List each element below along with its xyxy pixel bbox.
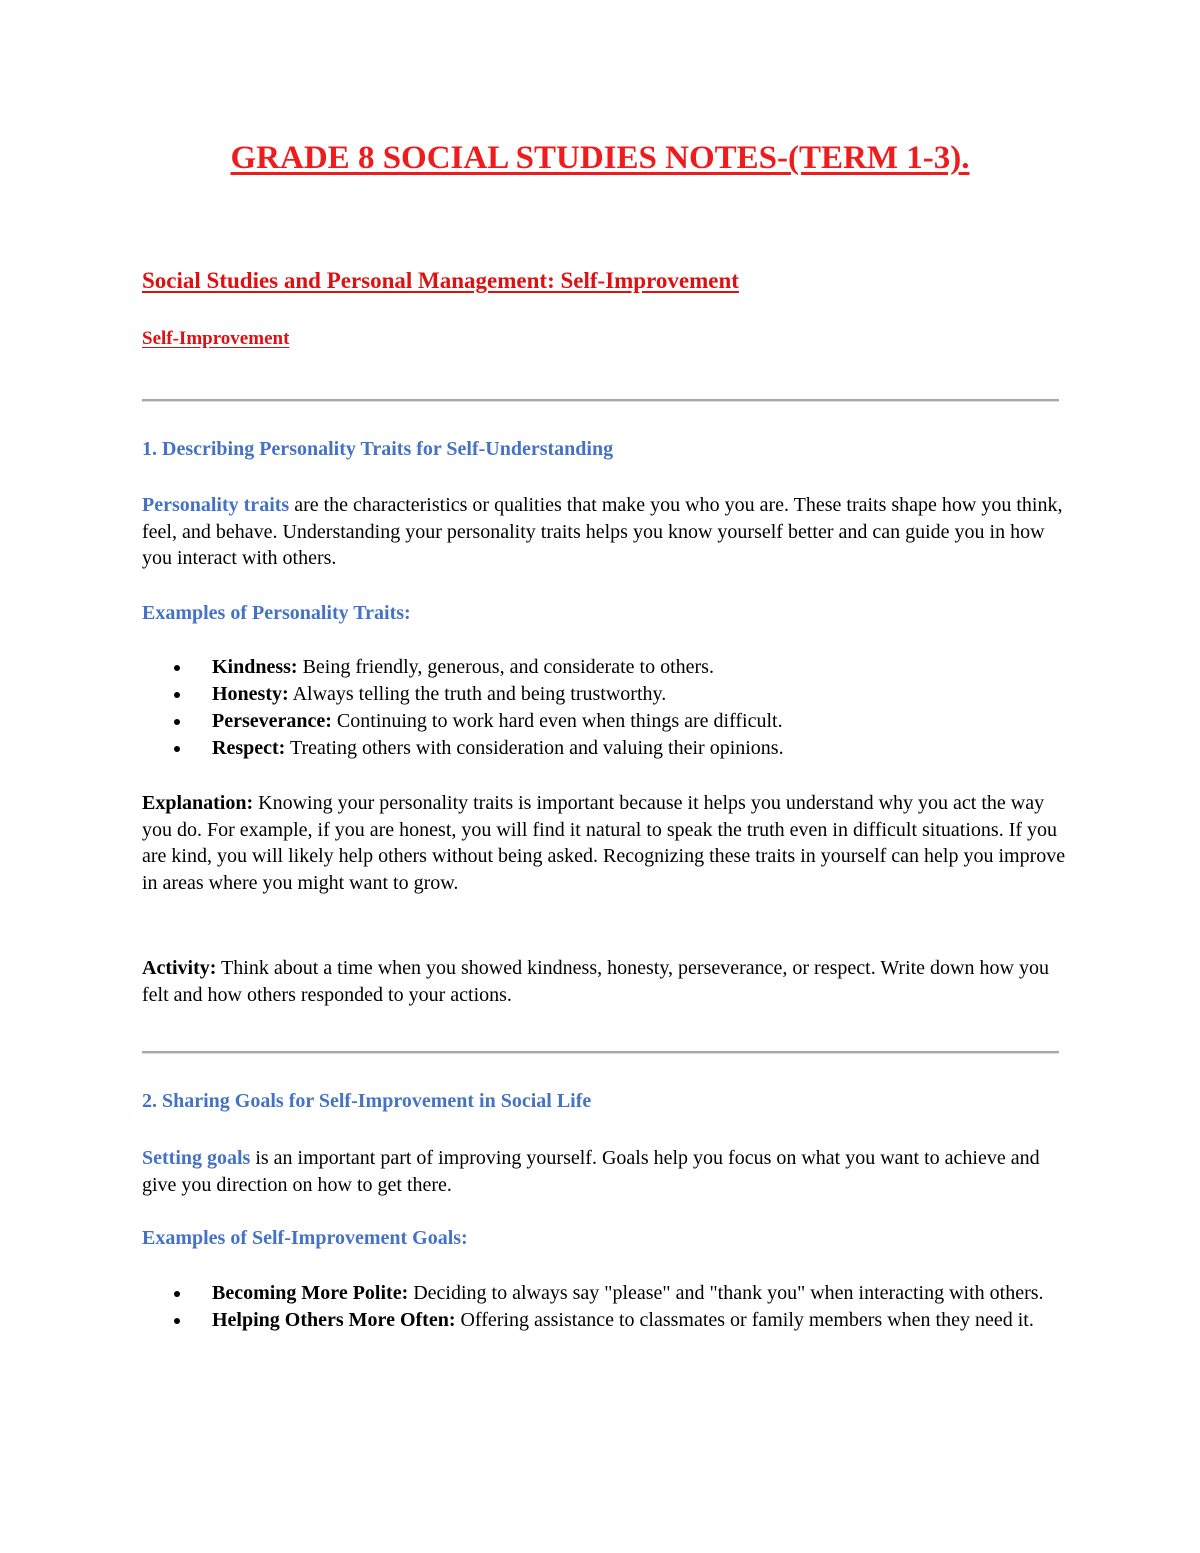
section2-heading: 2. Sharing Goals for Self-Improvement in Social Life [142, 1090, 592, 1112]
section1-explanation [142, 790, 1072, 896]
explanation-text: Knowing your personality traits is important because it helps you understand why you act the way you do. For example, if you are honest, you will find it natural to speak the truth even in difficult situations. If you are kind, you will likely help others without being asked. Recognizing these traits in yourself can help you improve in areas where you might want to grow. [142, 792, 1066, 894]
horizontal-rule [142, 399, 1059, 402]
section2-intro-term: Setting goals [142, 1147, 251, 1169]
list-item-text: Offering assistance to classmates or family members when they need it. [455, 1309, 1034, 1331]
list-item [142, 654, 1072, 681]
list-item [142, 1280, 1072, 1307]
section2-intro-text: is an important part of improving yourself. Goals help you focus on what you want to achieve and give you direction on how to get there. [142, 1147, 1040, 1196]
activity-label: Activity: [142, 957, 217, 979]
explanation-label: Explanation: [142, 792, 254, 814]
section1-activity [142, 955, 1072, 1008]
horizontal-rule [142, 1051, 1059, 1054]
bullet-icon [174, 719, 180, 725]
section2-examples-list [142, 1280, 1072, 1334]
document-subtitle: Social Studies and Personal Management: Self-Improvement [142, 268, 739, 293]
list-item-term: Respect: [212, 737, 286, 759]
list-item-term: Helping Others More Often: [212, 1309, 456, 1331]
list-item-text: Being friendly, generous, and considerate to others. [297, 656, 714, 678]
section1-intro-text: are the characteristics or qualities that make you who you are. These traits shape how you think, feel, and behave. Understanding your personality traits helps you know yourself better and can guide you in how you interact with others. [142, 494, 1063, 570]
list-item-term: Kindness: [212, 656, 298, 678]
document-title: GRADE 8 SOCIAL STUDIES NOTES-(TERM 1-3). [230, 140, 970, 176]
bullet-icon [174, 746, 180, 752]
bullet-icon [174, 1318, 180, 1324]
section2-examples-heading: Examples of Self-Improvement Goals: [142, 1227, 468, 1249]
section1-examples-heading: Examples of Personality Traits: [142, 602, 411, 624]
section1-intro [142, 492, 1072, 572]
list-item-text: Always telling the truth and being trustworthy. [288, 683, 667, 705]
list-item [142, 708, 1072, 735]
list-item-term: Perseverance: [212, 710, 332, 732]
section1-heading: 1. Describing Personality Traits for Self-Understanding [142, 438, 614, 460]
section2-intro [142, 1145, 1072, 1198]
section1-intro-term: Personality traits [142, 494, 290, 516]
bullet-icon [174, 1291, 180, 1297]
list-item-term: Becoming More Polite: [212, 1282, 409, 1304]
list-item [142, 1307, 1072, 1334]
bullet-icon [174, 692, 180, 698]
bullet-icon [174, 665, 180, 671]
list-item-text: Deciding to always say "please" and "thank you" when interacting with others. [408, 1282, 1044, 1304]
list-item-term: Honesty: [212, 683, 289, 705]
list-item [142, 681, 1072, 708]
section1-examples-list [142, 654, 1072, 762]
section-label: Self-Improvement [142, 328, 290, 349]
list-item-text: Continuing to work hard even when things are difficult. [331, 710, 783, 732]
list-item [142, 735, 1072, 762]
activity-text: Think about a time when you showed kindness, honesty, perseverance, or respect. Write down how you felt and how others responded to your actions. [142, 957, 1049, 1006]
list-item-text: Treating others with consideration and valuing their opinions. [285, 737, 784, 759]
